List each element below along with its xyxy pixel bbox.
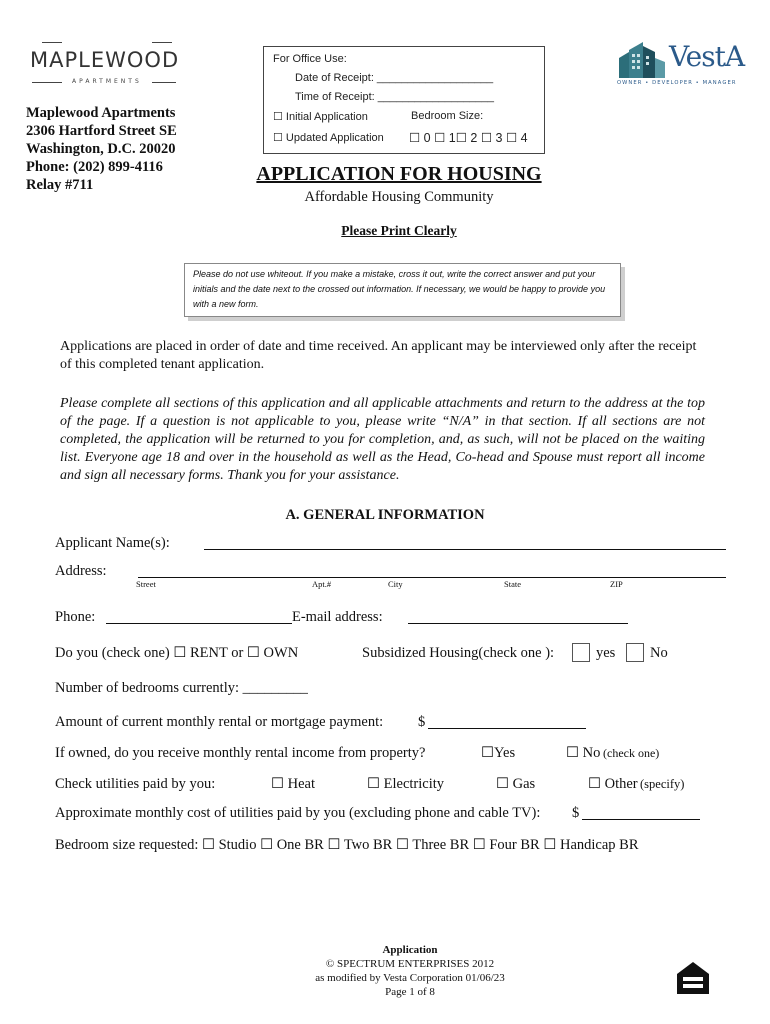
maplewood-logo-subtext: APARTMENTS: [72, 78, 142, 85]
office-use-box: [263, 46, 545, 154]
applicant-names-label: Applicant Name(s):: [55, 535, 170, 551]
vesta-tagline: OWNER • DEVELOPER • MANAGER: [617, 80, 737, 86]
applicant-names-input[interactable]: [204, 549, 726, 550]
subsidized-yes-label: yes: [596, 645, 616, 661]
print-clearly: Please Print Clearly: [341, 223, 457, 238]
page-footer: [260, 943, 560, 999]
footer-modified: as modified by Vesta Corporation 01/06/23: [315, 972, 505, 984]
form-title: APPLICATION FOR HOUSING: [256, 163, 542, 185]
email-label: E-mail address:: [292, 609, 383, 625]
vesta-building-icon: [617, 40, 673, 78]
footer-copyright: © SPECTRUM ENTERPRISES 2012: [325, 958, 495, 970]
address-line: Maplewood Apartments: [26, 105, 176, 121]
address-city-caption: City: [388, 579, 403, 589]
intro-paragraph: Applications are placed in order of date and time received. An applicant may be interviewed only after the receipt of this completed tenant application.: [60, 339, 697, 372]
monthly-payment-dollar: $: [418, 714, 426, 730]
subsidized-no-checkbox[interactable]: [626, 643, 644, 662]
rent-own-checkboxes[interactable]: Do you (check one) ☐ RENT or ☐ OWN: [55, 645, 299, 661]
utility-other-specify: (specify): [640, 777, 685, 791]
initial-application-checkbox[interactable]: ☐ Initial Application: [273, 111, 368, 123]
section-a-heading: A. GENERAL INFORMATION: [285, 507, 485, 523]
owned-income-yes-checkbox[interactable]: ☐Yes: [481, 745, 516, 761]
maplewood-logo: [28, 42, 188, 92]
address-street-caption: Street: [136, 579, 156, 589]
footer-page-number: Page 1 of 8: [385, 986, 435, 998]
footer-doc-name: Application: [382, 944, 438, 956]
bedrooms-current-field[interactable]: Number of bedrooms currently: _________: [55, 680, 308, 696]
address-apt-caption: Apt.#: [312, 579, 332, 589]
utility-electricity-checkbox[interactable]: ☐ Electricity: [367, 776, 445, 792]
form-subtitle: Affordable Housing Community: [304, 189, 494, 205]
utilities-label: Check utilities paid by you:: [55, 776, 216, 792]
monthly-payment-label: Amount of current monthly rental or mortgage payment:: [55, 714, 384, 730]
email-input[interactable]: [408, 623, 628, 624]
vesta-logo-text: VestA: [669, 40, 745, 73]
instructions-paragraph: Please complete all sections of this application and all applicable attachments and return to the address at the top of the page. If a question is not applicable to you, please write “N/A” in that section. If all sections are not completed, the application will be returned to you for completion, and, as such, will not be placed on the waiting list. Everyone age 18 and over in the household as well as the Head, Co-head and Spouse must report all income and sign all necessary forms. Thank you for your assistance.: [60, 396, 705, 483]
vesta-logo: [617, 40, 745, 86]
address-zip-caption: ZIP: [610, 579, 623, 589]
utility-gas-checkbox[interactable]: ☐ Gas: [496, 776, 536, 792]
utilities-cost-dollar: $: [572, 805, 580, 821]
monthly-payment-input[interactable]: [428, 728, 586, 729]
subsidized-no-label: No: [650, 645, 668, 661]
subsidized-yes-checkbox[interactable]: [572, 643, 590, 662]
address-line: Washington, D.C. 20020: [26, 141, 176, 157]
address-line: Relay #711: [26, 177, 94, 193]
maplewood-logo-text: MAPLEWOOD: [30, 48, 180, 72]
date-of-receipt-field[interactable]: Date of Receipt: ___________________: [295, 72, 494, 84]
utility-other-checkbox[interactable]: ☐ Other: [588, 776, 638, 792]
phone-label: Phone:: [55, 609, 96, 625]
address-input[interactable]: [138, 577, 726, 578]
utility-heat-checkbox[interactable]: ☐ Heat: [271, 776, 315, 792]
utilities-cost-input[interactable]: [582, 819, 700, 820]
address-state-caption: State: [504, 579, 521, 589]
utilities-cost-label: Approximate monthly cost of utilities paid by you (excluding phone and cable TV):: [55, 805, 541, 821]
bedroom-size-request[interactable]: Bedroom size requested: ☐ Studio ☐ One BR ☐ Two BR ☐ Three BR ☐ Four BR ☐ Handicap BR: [55, 837, 639, 853]
owned-income-label: If owned, do you receive monthly rental income from property?: [55, 745, 426, 761]
address-line: Phone: (202) 899-4116: [26, 159, 163, 175]
address-line: 2306 Hartford Street SE: [26, 123, 177, 139]
owned-income-check-one: (check one): [603, 746, 660, 760]
phone-input[interactable]: [106, 623, 292, 624]
address-label: Address:: [55, 563, 107, 579]
equal-housing-icon: [675, 960, 711, 996]
office-use-title: For Office Use:: [273, 53, 347, 65]
updated-application-checkbox[interactable]: ☐ Updated Application: [273, 132, 384, 144]
subsidized-label: Subsidized Housing(check one ):: [362, 645, 555, 661]
whiteout-notice: Please do not use whiteout. If you make a mistake, cross it out, write the correct answer and put your initials and the date next to the crossed out information. If necessary, we would be happy to provide you with a new form.: [184, 263, 621, 317]
bedroom-size-label: Bedroom Size:: [411, 110, 484, 122]
bedroom-size-options[interactable]: ☐ 0 ☐ 1☐ 2 ☐ 3 ☐ 4: [409, 131, 528, 145]
owned-income-no-checkbox[interactable]: ☐ No: [566, 745, 601, 761]
time-of-receipt-field[interactable]: Time of Receipt: ___________________: [295, 91, 494, 103]
